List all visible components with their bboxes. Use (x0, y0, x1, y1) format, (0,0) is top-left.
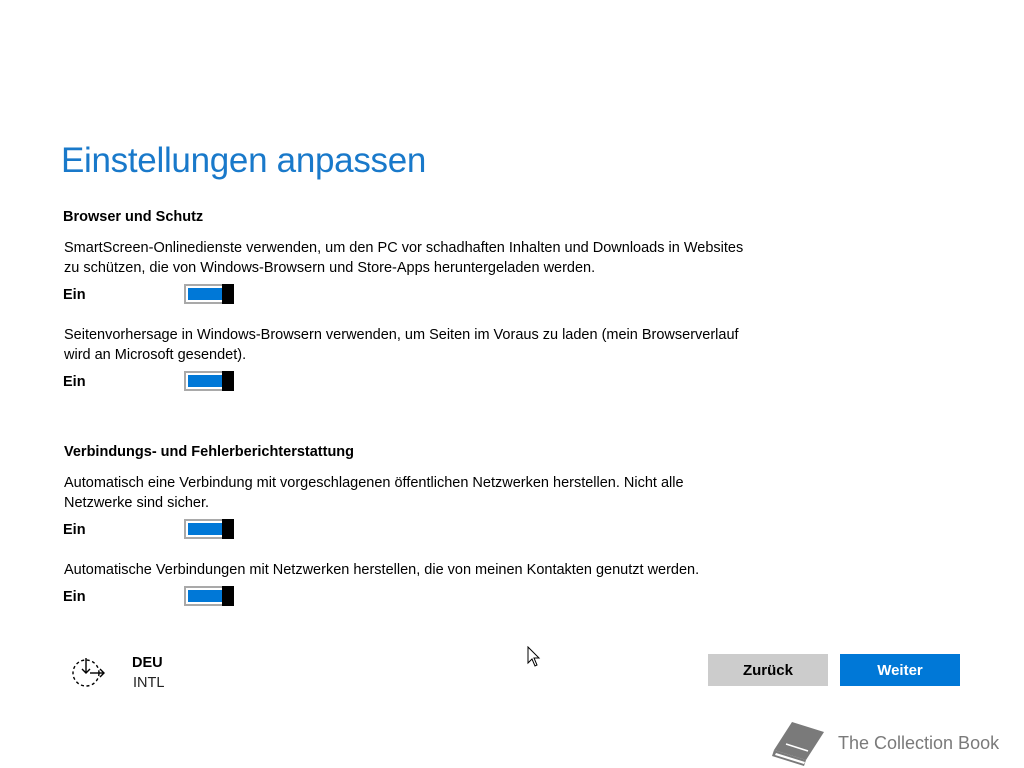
setting-row-page-prediction (63, 371, 263, 393)
toggle-state-label: Ein (63, 374, 86, 390)
book-icon (772, 720, 826, 768)
toggle-fill (188, 590, 222, 602)
ease-of-access-icon[interactable] (70, 656, 106, 688)
watermark (772, 720, 1024, 768)
toggle-fill (188, 375, 222, 387)
toggle-thumb[interactable] (222, 519, 234, 539)
setting-row-contact-networks (63, 586, 263, 608)
contact-networks-toggle[interactable] (184, 586, 234, 606)
page-prediction-toggle[interactable] (184, 371, 234, 391)
page-title: Einstellungen anpassen (61, 141, 427, 180)
toggle-fill (188, 523, 222, 535)
input-language[interactable]: DEU (132, 655, 163, 671)
toggle-thumb[interactable] (222, 586, 234, 606)
keyboard-layout[interactable]: INTL (133, 675, 165, 691)
setting-description-public-networks: Automatisch eine Verbindung mit vorgeschlagenen öffentlichen Netzwerken herstellen. Nicht alle Netzwerke sind sicher. (64, 475, 684, 511)
setting-description-contact-networks: Automatische Verbindungen mit Netzwerken herstellen, die von meinen Kontakten genutzt werden. (64, 562, 700, 578)
back-button[interactable]: Zurück (708, 654, 828, 686)
toggle-state-label: Ein (63, 589, 86, 605)
setting-row-smartscreen (63, 284, 263, 306)
smartscreen-toggle[interactable] (184, 284, 234, 304)
next-button[interactable]: Weiter (840, 654, 960, 686)
toggle-thumb[interactable] (222, 284, 234, 304)
watermark-text: The Collection Book (838, 733, 1000, 753)
public-networks-toggle[interactable] (184, 519, 234, 539)
input-method-area[interactable] (70, 654, 190, 694)
mouse-cursor-icon (527, 646, 541, 668)
toggle-fill (188, 288, 222, 300)
toggle-state-label: Ein (63, 522, 86, 538)
section-heading-browser: Browser und Schutz (63, 209, 204, 225)
setting-row-public-networks (63, 519, 263, 541)
toggle-thumb[interactable] (222, 371, 234, 391)
toggle-state-label: Ein (63, 287, 86, 303)
setting-description-page-prediction: Seitenvorhersage in Windows-Browsern verwenden, um Seiten im Voraus zu laden (mein Browserverlauf wird an Microsoft gesendet). (64, 327, 739, 363)
setting-description-smartscreen: SmartScreen-Onlinedienste verwenden, um den PC vor schadhaften Inhalten und Downloads in Websites zu schützen, die von Windows-Browsern und Store-Apps heruntergeladen werden. (64, 240, 744, 276)
section-heading-connectivity: Verbindungs- und Fehlerberichterstattung (64, 444, 355, 460)
